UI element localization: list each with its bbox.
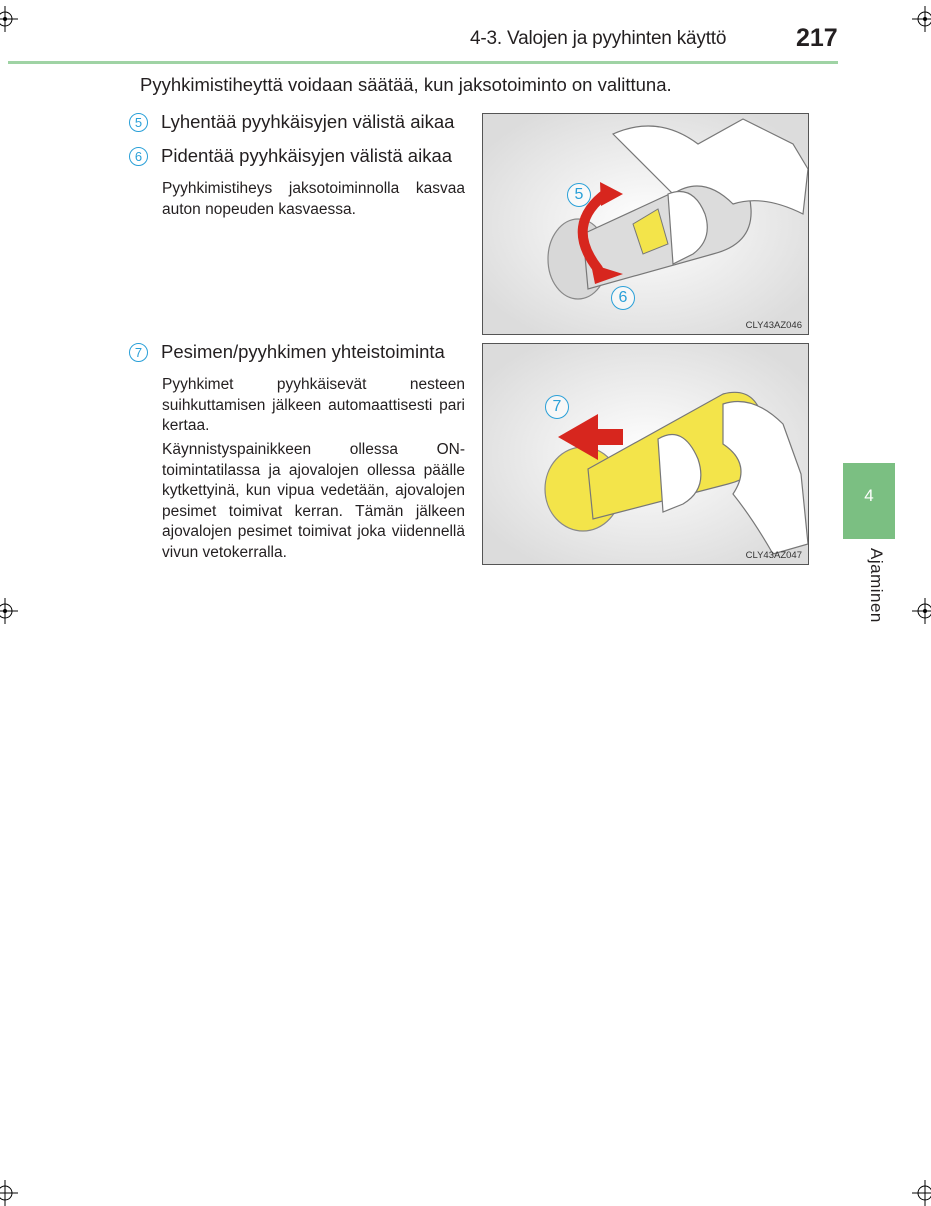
- item-text: Pidentää pyyhkäisyjen välistä aikaa: [161, 145, 453, 166]
- chapter-tab: 4: [843, 463, 895, 539]
- item-number-badge: 7: [129, 343, 148, 362]
- section-title: 4-3. Valojen ja pyyhinten käyttö: [470, 28, 727, 49]
- figure-callout: 6: [611, 286, 635, 310]
- figure-washer-wiper: [482, 343, 809, 565]
- page-number: 217: [796, 24, 838, 52]
- registration-mark-icon: [0, 598, 18, 624]
- item-text: Pesimen/pyyhkimen yhteistoiminta: [161, 341, 445, 362]
- chapter-name: Ajaminen: [867, 548, 886, 623]
- registration-mark-icon: [912, 6, 931, 32]
- figure-wiper-interval: [482, 113, 809, 335]
- intro-text: Pyyhkimistiheyttä voidaan säätää, kun jaksotoiminto on valittuna.: [140, 74, 672, 95]
- header-rule: [8, 61, 838, 64]
- registration-mark-icon: [912, 1180, 931, 1206]
- list-item: [129, 111, 454, 133]
- registration-mark-icon: [912, 598, 931, 624]
- item-number-badge: 5: [129, 113, 148, 132]
- note-text: Käynnistyspainikkeen ollessa ON-toimintatilassa ja ajovalojen ollessa päälle kytkettyinä, kun vipua vedetään, ajovalojen pesimet toimivat kerran. Tämän jälkeen ajovalojen pesimet toimivat joka viidennellä vivun vetokerralla.: [162, 441, 465, 561]
- registration-mark-icon: [0, 1180, 18, 1206]
- figure-code: CLY43AZ046: [745, 320, 802, 331]
- figure-code: CLY43AZ047: [745, 550, 802, 561]
- item-number-badge: 6: [129, 147, 148, 166]
- note-text: Pyyhkimistiheys jaksotoiminnolla kasvaa auton nopeuden kasvaessa.: [162, 180, 465, 218]
- wiper-lever-illustration: [483, 114, 808, 334]
- figure-callout: 7: [545, 395, 569, 419]
- washer-lever-illustration: [483, 344, 808, 564]
- item-text: Lyhentää pyyhkäisyjen välistä aikaa: [161, 111, 455, 132]
- list-item: [129, 341, 445, 363]
- figure-callout: 5: [567, 183, 591, 207]
- registration-mark-icon: [0, 6, 18, 32]
- note-text: Pyyhkimet pyyhkäisevät nesteen suihkuttamisen jälkeen automaattisesti pari kertaa.: [162, 376, 465, 434]
- list-item: [129, 145, 452, 167]
